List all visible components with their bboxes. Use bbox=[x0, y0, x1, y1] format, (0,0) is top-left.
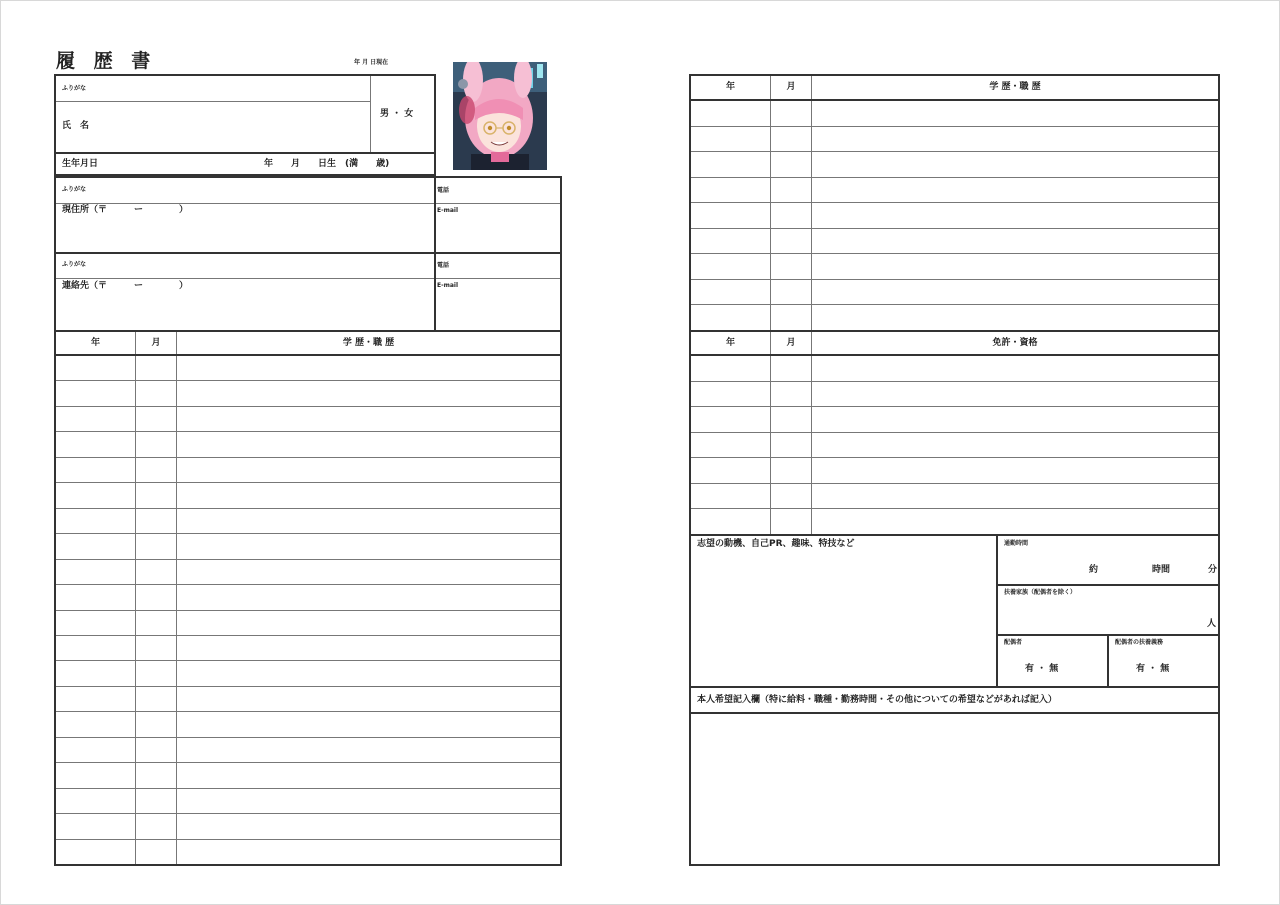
history-left-col-month: 月 bbox=[151, 338, 161, 348]
history-left-col-content: 学 歴・職 歴 bbox=[342, 338, 395, 348]
table-row-line bbox=[691, 279, 1218, 280]
table-row-line bbox=[56, 533, 560, 534]
table-row-line bbox=[691, 432, 1218, 433]
name-label: 氏 名 bbox=[62, 121, 90, 131]
commute-label: 通勤時間 bbox=[1004, 540, 1029, 547]
table-row-line bbox=[56, 737, 560, 738]
table-row-line bbox=[691, 381, 1218, 382]
table-row-line bbox=[56, 406, 560, 407]
table-row-line bbox=[56, 508, 560, 509]
licenses-table bbox=[689, 330, 1220, 536]
history-table-left bbox=[54, 330, 562, 866]
table-row-line bbox=[56, 635, 560, 636]
dependents-unit: 人 bbox=[1207, 619, 1217, 629]
table-row-line bbox=[691, 228, 1218, 229]
table-row-line bbox=[691, 253, 1218, 254]
history-right-col-content: 学 歴・職 歴 bbox=[989, 82, 1041, 92]
table-row-line bbox=[56, 610, 560, 611]
birthdate-fields[interactable]: 年 月 日生 (満 歳) bbox=[264, 159, 390, 169]
table-row-line bbox=[56, 431, 560, 432]
table-row-line bbox=[691, 457, 1218, 458]
table-row-line bbox=[56, 686, 560, 687]
spouse-label: 配偶者 bbox=[1004, 639, 1023, 646]
spouse-selector[interactable]: 有 ・ 無 bbox=[1025, 664, 1059, 674]
contact-email-label: E-mail bbox=[437, 282, 459, 289]
table-row-line bbox=[56, 660, 560, 661]
address-furigana-label: ふりがな bbox=[62, 186, 87, 193]
requests-label: 本人希望記入欄（特に給料・職種・勤務時間・その他についての希望などがあれば記入） bbox=[697, 695, 1057, 705]
table-row-line bbox=[56, 813, 560, 814]
table-row-line bbox=[56, 839, 560, 840]
dependents-label: 扶養家族（配偶者を除く） bbox=[1004, 589, 1077, 596]
table-row-line bbox=[56, 482, 560, 483]
contact-label: 連絡先（〒 ー ） bbox=[62, 281, 189, 291]
contact-box bbox=[54, 252, 562, 332]
table-row-line bbox=[691, 177, 1218, 178]
address-phone-label: 電話 bbox=[437, 187, 450, 194]
history-right-col-year: 年 bbox=[725, 82, 735, 92]
spouse-support-label: 配偶者の扶養義務 bbox=[1115, 639, 1164, 646]
table-row-line bbox=[691, 151, 1218, 152]
table-row-line bbox=[56, 380, 560, 381]
spouse-support-selector[interactable]: 有 ・ 無 bbox=[1136, 664, 1170, 674]
table-row-line bbox=[56, 762, 560, 763]
contact-furigana-label: ふりがな bbox=[62, 261, 87, 268]
history-table-right bbox=[689, 74, 1220, 332]
table-row-line bbox=[56, 788, 560, 789]
table-row-line bbox=[56, 711, 560, 712]
applicant-photo[interactable] bbox=[453, 62, 547, 170]
name-furigana-label: ふりがな bbox=[62, 85, 87, 92]
commute-hours: 時間 bbox=[1152, 565, 1171, 575]
table-row-line bbox=[691, 483, 1218, 484]
table-row-line bbox=[691, 126, 1218, 127]
commute-about: 約 bbox=[1089, 565, 1099, 575]
table-row-line bbox=[56, 457, 560, 458]
motivation-label: 志望の動機、自己PR、趣味、特技など bbox=[697, 539, 855, 549]
history-left-col-year: 年 bbox=[90, 338, 100, 348]
table-row-line bbox=[56, 584, 560, 585]
commute-minutes: 分 bbox=[1208, 565, 1218, 575]
birthdate-label: 生年月日 bbox=[62, 159, 99, 169]
table-row-line bbox=[691, 508, 1218, 509]
address-email-label: E-mail bbox=[437, 207, 459, 214]
date-line: 年 月 日現在 bbox=[354, 59, 389, 66]
licenses-col-year: 年 bbox=[725, 338, 735, 348]
table-row-line bbox=[691, 304, 1218, 305]
table-row-line bbox=[691, 406, 1218, 407]
history-right-col-month: 月 bbox=[786, 82, 796, 92]
name-box bbox=[54, 74, 436, 154]
licenses-col-month: 月 bbox=[786, 338, 796, 348]
table-row-line bbox=[691, 202, 1218, 203]
address-box bbox=[54, 176, 562, 254]
page-title: 履 歴 書 bbox=[56, 50, 157, 72]
gender-selector[interactable]: 男 ・ 女 bbox=[380, 109, 414, 119]
contact-phone-label: 電話 bbox=[437, 262, 450, 269]
licenses-col-content: 免許・資格 bbox=[992, 338, 1038, 348]
table-row-line bbox=[56, 559, 560, 560]
address-label: 現住所（〒 ー ） bbox=[62, 205, 189, 215]
